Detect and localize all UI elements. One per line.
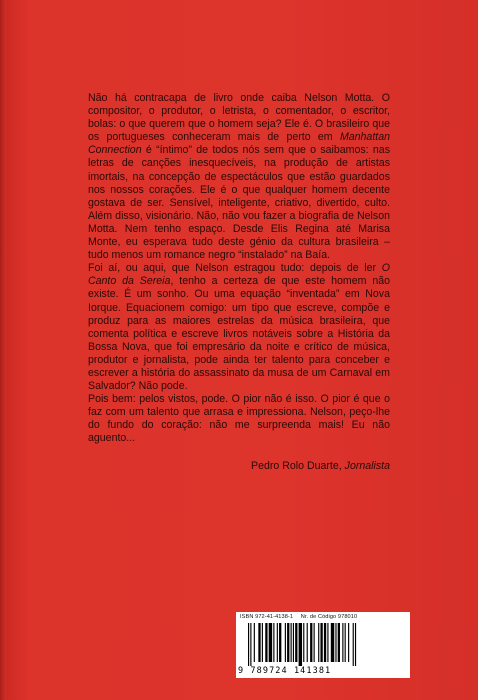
- barcode-bar: [277, 623, 278, 662]
- barcode-label: [236, 612, 410, 678]
- barcode-bar: [307, 623, 308, 662]
- barcode-bar: [299, 623, 302, 666]
- signature: Pedro Rolo Duarte, Jornalista: [251, 459, 390, 472]
- paragraph-2: Foi aí, ou aqui, que Nelson estragou tudo: depois de ler O Canto da Sereia, tenho a certeza de que este homem não existe. É um sonho. Ou uma equação “inventada” em Nova Iorque. Equacionem comigo: um tipo que escreve, compõe e produz para as maiores estrelas da música brasileira, que comenta política e escreve livros notáveis sobre a História da Bossa Nova, que foi empresário da noite e crítico de música, produtor e jornalista, pode ainda ter talento para conceber e escrever a história do assassinato da musa de um Carnaval em Salvador? Não pode.: [88, 262, 391, 393]
- barcode-bar: [324, 623, 326, 662]
- barcode-bar: [342, 623, 343, 662]
- barcode-bar: [355, 623, 356, 666]
- code-number-text: Nr. de Código 978010: [300, 614, 358, 620]
- barcode-bar: [248, 623, 249, 666]
- barcode-bar: [318, 623, 319, 662]
- barcode-bar: [348, 623, 349, 662]
- isbn-line: [240, 614, 363, 620]
- paragraph-3: Pois bem: pelos vistos, pode. O pior não é isso. O pior é que o faz com um talento que arrasa e impressiona. Nelson, peço-lhe do fundo do coração: não me surpreenda mais! Eu não aguento...: [88, 393, 390, 445]
- barcode-bar: [320, 623, 322, 662]
- barcode-bar: [303, 623, 304, 662]
- barcode-graphic: [246, 623, 402, 666]
- barcode-bar: [262, 623, 263, 662]
- barcode-bar: [273, 623, 274, 662]
- blurb-text: [88, 92, 390, 473]
- barcode-bar: [295, 623, 297, 662]
- barcode-bar: [265, 623, 267, 662]
- barcode-bar: [285, 623, 286, 662]
- barcode-bar: [254, 623, 255, 662]
- barcode-bar: [269, 623, 272, 662]
- barcode-bar: [310, 623, 312, 662]
- barcode-bar: [293, 623, 294, 662]
- barcode-bar: [314, 623, 315, 662]
- barcode-bar: [291, 623, 292, 662]
- barcode-bar: [258, 623, 260, 662]
- paragraph-1: Não há contracapa de livro onde caiba Nelson Motta. O compositor, o produtor, o letrista, o comentador, o escritor, bolas: o que querem que o homem seja? Ele é. O brasileiro que os portugueses conheceram mais de perto em Manhattan Connection é “íntimo” de todos nós sem que o saibamos: nas letras de canções inesquecíveis, na produção de artistas imortais, na concepção de espectáculos que estão guardados nos nossos corações. Ele é o que qualquer homem decente gostava de ser. Sensível, inteligente, criativo, divertido, culto. Além disso, visionário. Não, não vou fazer a biografia de Nelson Motta. Nem tenho espaço. Desde Elis Regina até Marisa Monte, eu esperava tudo deste génio da cultura brasileira – tudo menos um romance negro “instalado” na Baía.: [88, 92, 390, 262]
- barcode-bar: [327, 623, 328, 662]
- barcode-bar: [353, 623, 354, 666]
- spine-edge: [0, 0, 6, 700]
- barcode-bar: [250, 623, 251, 666]
- barcode-bar: [287, 623, 289, 662]
- barcode-bar: [331, 623, 334, 662]
- barcode-bar: [279, 623, 281, 662]
- barcode-bar: [335, 623, 336, 662]
- barcode-number: 9 789724 141381: [238, 666, 332, 676]
- barcode-bar: [345, 623, 346, 662]
- isbn-text: ISBN 972-41-4138-1: [240, 614, 294, 620]
- barcode-bar: [338, 623, 340, 662]
